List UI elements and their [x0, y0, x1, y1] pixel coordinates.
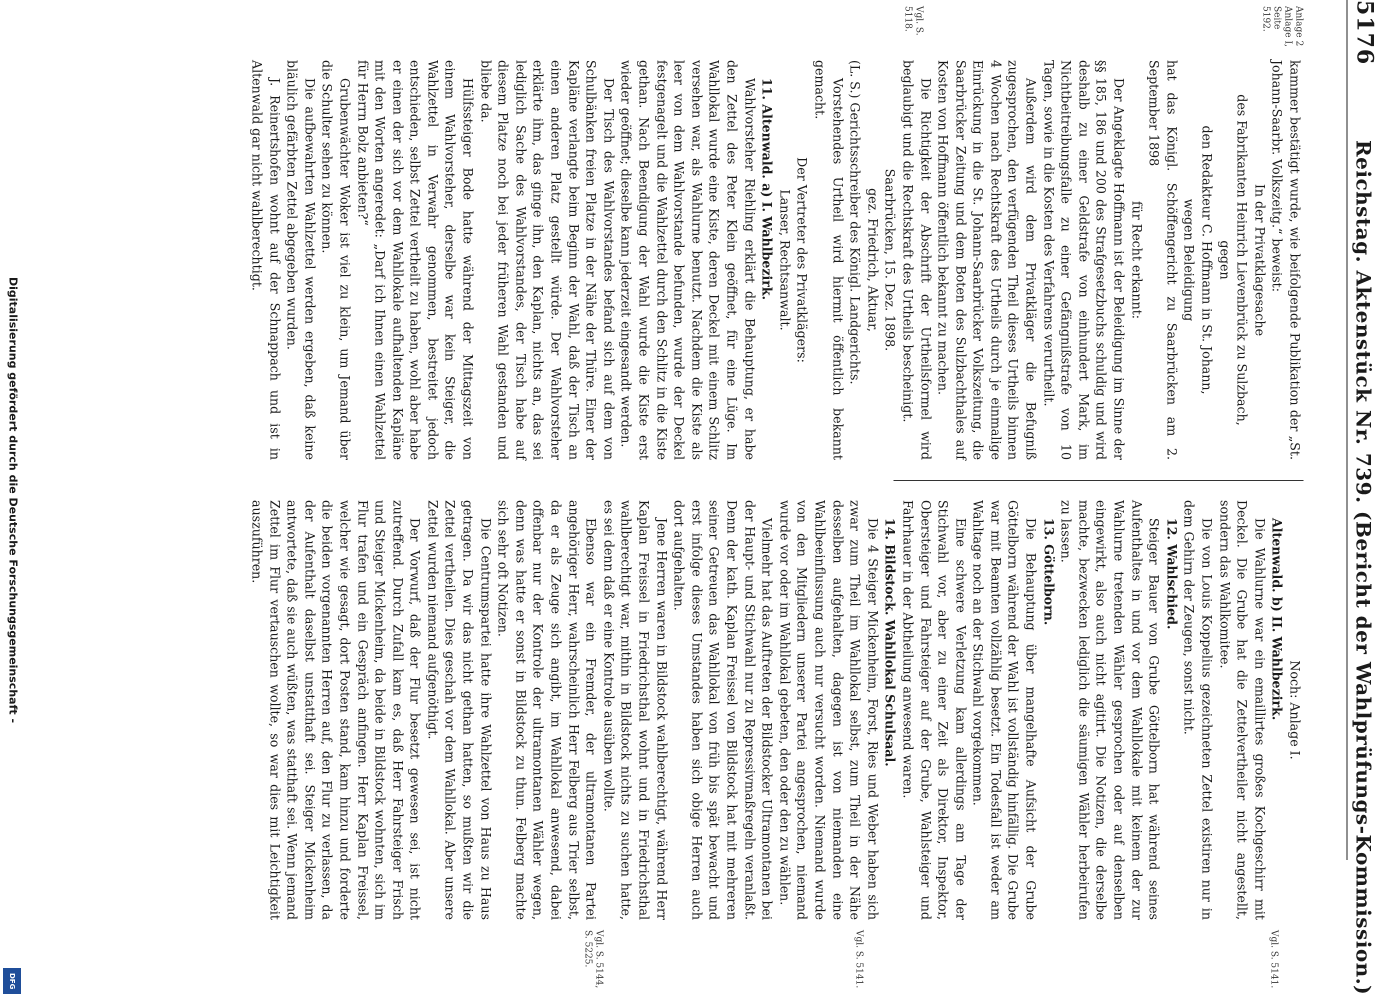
margin-note-line: Anlage 2 [1293, 6, 1303, 47]
paragraph: Saarbrücken, 15. Dez. 1898. [882, 168, 898, 352]
footer-credit-text: Digitalisierung gefördert durch die Deutsche Forschungsgemeinschaft - [6, 276, 20, 724]
paragraph: Die Centrumspartei hatte ihre Wahlzettel von Haus zu Haus getragen. Da wir das nicht gethan hatten, so mußten wir die Zettel vertheilen. Dies geschah vor dem Wahllokal. Aber unsere Zettel wurden niemand aufgenöthigt. [424, 500, 493, 920]
column-divider [893, 480, 1303, 481]
paragraph: hat das Königl. Schöffengericht zu Saarbrücken am 2. September 1898 [1146, 60, 1179, 460]
paragraph: Der Tisch des Wahlvorstandes befand sich auf dem von Schulbänken freien Platze in der Nähe der Thüre. Einer der Kapläne verlangte beim Beginn der Wahl, daß der Tisch an einen anderen Platz gestellt würde. Der Wahlvorsteher erklärte ihm, das ginge ihn, den Kaplan, nichts an, das sei lediglich Sache des Wahlvorstandes, der Tisch habe auf diesem Platze noch bei jeder früheren Wahl gestanden und bliebe da. [477, 60, 616, 460]
footer-credit [0, 0, 26, 1000]
paragraph: Wahlvorsteher Riehling erklärt die Behauptung, er habe den Zettel des Peter Klein geöffnet, für eine Lüge. Im Wahllokal wurde eine Kiste, deren Deckel mit einem Schlitz versehen war, als Wahlurne benutzt. Nachdem die Kiste als leer von dem Wahlvorstande befunden, wurde der Deckel festgenagelt und die Wahlzettel durch den Schlitz in die Kiste gethan. Nach Beendigung der Wahl wurde die Kiste erst wieder geöffnet; dieselbe kann jederzeit eingesandt werden. [618, 60, 757, 460]
paragraph: Vorstehendes Urtheil wird hiermit öffentlich bekannt gemacht. [811, 60, 845, 460]
paragraph: Die Wahlurne war ein emaillirtes großes Kochgeschirr mit Deckel. Die Grube hat die Zettelvertheiler nicht angestellt, sondern das Wahlkomitee. [1216, 500, 1267, 920]
paragraph: Der Vorwurf, daß der Flur besetzt gewesen sei, ist nicht zutreffend. Durch Zufall kam es, daß Herr Fahrsteiger Frisch und Steiger Mickenheim, da beide in Bildstock wohnten, sich im Flur trafen und ein Gespräch anfingen. Herr Kaplan Freissel, welcher wie gesagt, dort Posten stand, kam hinzu und forderte die beiden vorgenannten Herren auf, den Flur zu verlassen, da der Aufenthalt daselbst unstatthaft sei. Steiger Mickenheim antwortete, daß sie auch wüßten, was statthaft sei. Wenn jemand Zettel im Flur vertauschen wollte, so war dies mit Leichtigkeit auszuführen. [248, 500, 423, 920]
paragraph: Die Richtigkeit der Abschrift der Urtheilsformel wird beglaubigt und die Rechtskraft des Urtheils bescheinigt. [899, 60, 933, 460]
paragraph: den Redakteur C. Hoffmann in St. Johann, [1199, 125, 1215, 395]
margin-note-vgl-5144: Vgl. S. 5144, S. 5225. [582, 930, 603, 989]
paragraph: Steiger Bauer von Grube Göttelborn hat während seines Aufenthaltes in und vor dem Wahllokale mit keinem der zur Wahlurne tretenden Wähler gesprochen oder auf denselben eingewirkt, also auch nicht agitirt. Die Notizen, die derselbe machte, bezwecken lediglich die säumigen Wähler herbeirufen zu lassen. [1058, 500, 1162, 920]
section-heading: 11. Altenwald. a) I. Wahlbezirk. [759, 78, 775, 301]
paragraph: Grubenwächter Woker ist viel zu klein, um Jemand über die Schulter sehen zu können. [319, 60, 352, 460]
paragraph: In der Privatklagesache [1251, 183, 1267, 337]
paragraph: gegen [1216, 240, 1232, 280]
paragraph: Eine schwere Verletzung kam allerdings am Tage der Stichwahl vor, aber zu einer Zeit als Direktor, Inspektor, Obersteiger und Fahrsteiger auf der Grube, Wahlsteiger und Fahrhauer in der Abtheilung anwesend waren. [899, 500, 968, 920]
paragraph: Der Angeklagte Hoffmann ist der Beleidigung im Sinne der §§ 185, 186 und 200 des Strafgesetzbuchs schuldig und wird deshalb zu einer Geldstrafe von einhundert Mark, im Nichtbeitreibungsfalle zu einer Gefängnißstrafe von 10 Tagen, sowie in die Kosten des Verfahrens verurtheilt. [1040, 60, 1127, 460]
right-column [247, 500, 1303, 920]
paragraph: gez. Friedrich, Aktuar, [864, 188, 880, 332]
paragraph: für Recht erkannt: [1128, 200, 1144, 320]
paragraph: Die von Louis Koppelius gezeichneten Zettel existiren nur in dem Gehirn der Zeugen, sonst nicht. [1181, 500, 1215, 920]
paragraph: Die aufbewahrten Wahlzettel werden ergeben, daß keine bläulich gefärbten Zettel abgegeben wurden. [284, 60, 317, 460]
margin-note-vgl-5141-b: Vgl. S. 5141. [853, 930, 863, 989]
paragraph: Ebenso war ein Fremder, der ultramontanen Partei angehöriger Herr, wahrscheinlich Herr Felberg aus Trier selbst, da er als Zeuge sich angibt, im Wahllokal anwesend, dabei offenbar nur der Kontrole der ultramontanen Wähler wegen, denn was hatte er sonst in Bildstock zu thun. Felberg machte sich sehr oft Notizen. [495, 500, 599, 920]
section-heading: Altenwald. b) II. Wahlbezirk. [1269, 518, 1285, 721]
paragraph: Lanser, Rechtsanwalt. [776, 189, 792, 331]
paragraph: Die Behauptung über mangelhafte Aufsicht der Grube Göttelborn während der Wahl ist vollständig hinfällig. Die Grube war mit Beamten vollzählig besetzt. Ein Todesfall ist weder am Wahltage noch an der Stichwahl vorgekommen. [970, 500, 1039, 920]
margin-note-line: Anlage I, [1282, 6, 1292, 47]
section-heading: 12. Wahlschied. [1163, 518, 1179, 630]
page-number: 5176 [1351, 0, 1377, 66]
left-column [247, 60, 1303, 460]
margin-note-vgl-5118: Vgl. S. 5118. [902, 6, 923, 36]
paragraph: Die 4 Steiger Mickenheim, Forst, Ries und Weber haben sich zwar zum Theil im Wahllokal selbst, zum Theil in der Nähe desselben aufgehalten, dagegen ist von niemanden eine Wahlbeeinflussung auch nur versucht worden. Niemand wurde von den Mitgliedern unserer Partei angesprochen, niemand wurde vor oder im Wahllokal gebeten, den oder den zu wählen. [776, 500, 880, 920]
paragraph: Jene Herren waren in Bildstock wahlberechtigt, während Herr Kaplan Freissel in Friedrichsthal wohnt und in Friedrichsthal wahlberechtigt war, mithin in Bildstock nichts zu suchen hatte, es sei denn daß er eine Kontrole ausüben wollte. [600, 500, 669, 920]
section-heading: 14. Bildstock. Wahllokal Schulsaal. [882, 518, 898, 767]
margin-note-anlage [1259, 6, 1303, 56]
paragraph: Noch: Anlage I. [1287, 660, 1302, 760]
margin-note-vgl-5141-a: Vgl. S. 5141. [1268, 930, 1278, 989]
page-title: Reichstag. Aktenstück Nr. 739. (Bericht der Wahlprüfungs-Kommission.) [1351, 140, 1375, 996]
page-header [1346, 0, 1383, 996]
paragraph: (L. S.) Gerichtsschreiber des Königl. Landgerichts. [847, 60, 863, 385]
dfg-logo: DFG [3, 968, 21, 994]
margin-note-line: Seite 5192. [1260, 6, 1281, 32]
paragraph: Hülfssteiger Bode hatte während der Mittagszeit von einem Wahlvorsteher, derselbe war kein Steiger, die Wahlzettel in Verwahr genommen, bestreitet jedoch entschieden, selbst Zettel vertheilt zu haben, wohl aber habe er einen der sich vor dem Wahllokale aufhaltenden Kapläne mit den Worten angeredet: „Darf ich Ihnen einen Wahlzettel für Herrn Bolz anbieten?“ [354, 60, 476, 460]
section-heading: 13. Göttelborn. [1040, 518, 1056, 626]
paragraph: Der Vertreter des Privatklägers: [794, 157, 810, 363]
paragraph: wegen Beleidigung [1181, 198, 1197, 322]
paragraph: J. Reinertshofen wohnt auf der Schnappach und ist in Altenwald gar nicht wahlberechtigt. [248, 60, 282, 460]
paragraph: Vielmehr hat das Auftreten der Bildstocker Ultramontanen bei der Haupt- und Stichwahl nur zu Repressivmaßregeln veranlaßt. Denn der kath. Kaplan Freissel von Bildstock hat mit mehreren seiner Getreuen das Wahllokal von früh bis spät bewacht und erst infolge dieses Umstandes haben sich obige Herren auch dort aufgehalten. [671, 500, 775, 920]
paragraph: Außerdem wird dem Privatkläger die Befugniß zugesprochen, den verfügenden Theil dieses Urtheils binnen 4 Wochen nach Rechtskraft des Urtheils durch je einmalige Einrückung in die St. Johann-Saarbrücker Volkszeitung, die Saarbrücker Zeitung und dem Boten des Sulzbachthales auf Kosten von Hoffmann öffentlich bekannt zu machen. [935, 60, 1039, 460]
paragraph: des Fabrikanten Heinrich Lievenbrück zu Sulzbach, [1234, 94, 1250, 426]
paragraph: kammer bestätigt wurde, wie beifolgende Publikation der „St. Johann-Saarbr. Volkszeitg.“ beweist: [1269, 60, 1302, 460]
